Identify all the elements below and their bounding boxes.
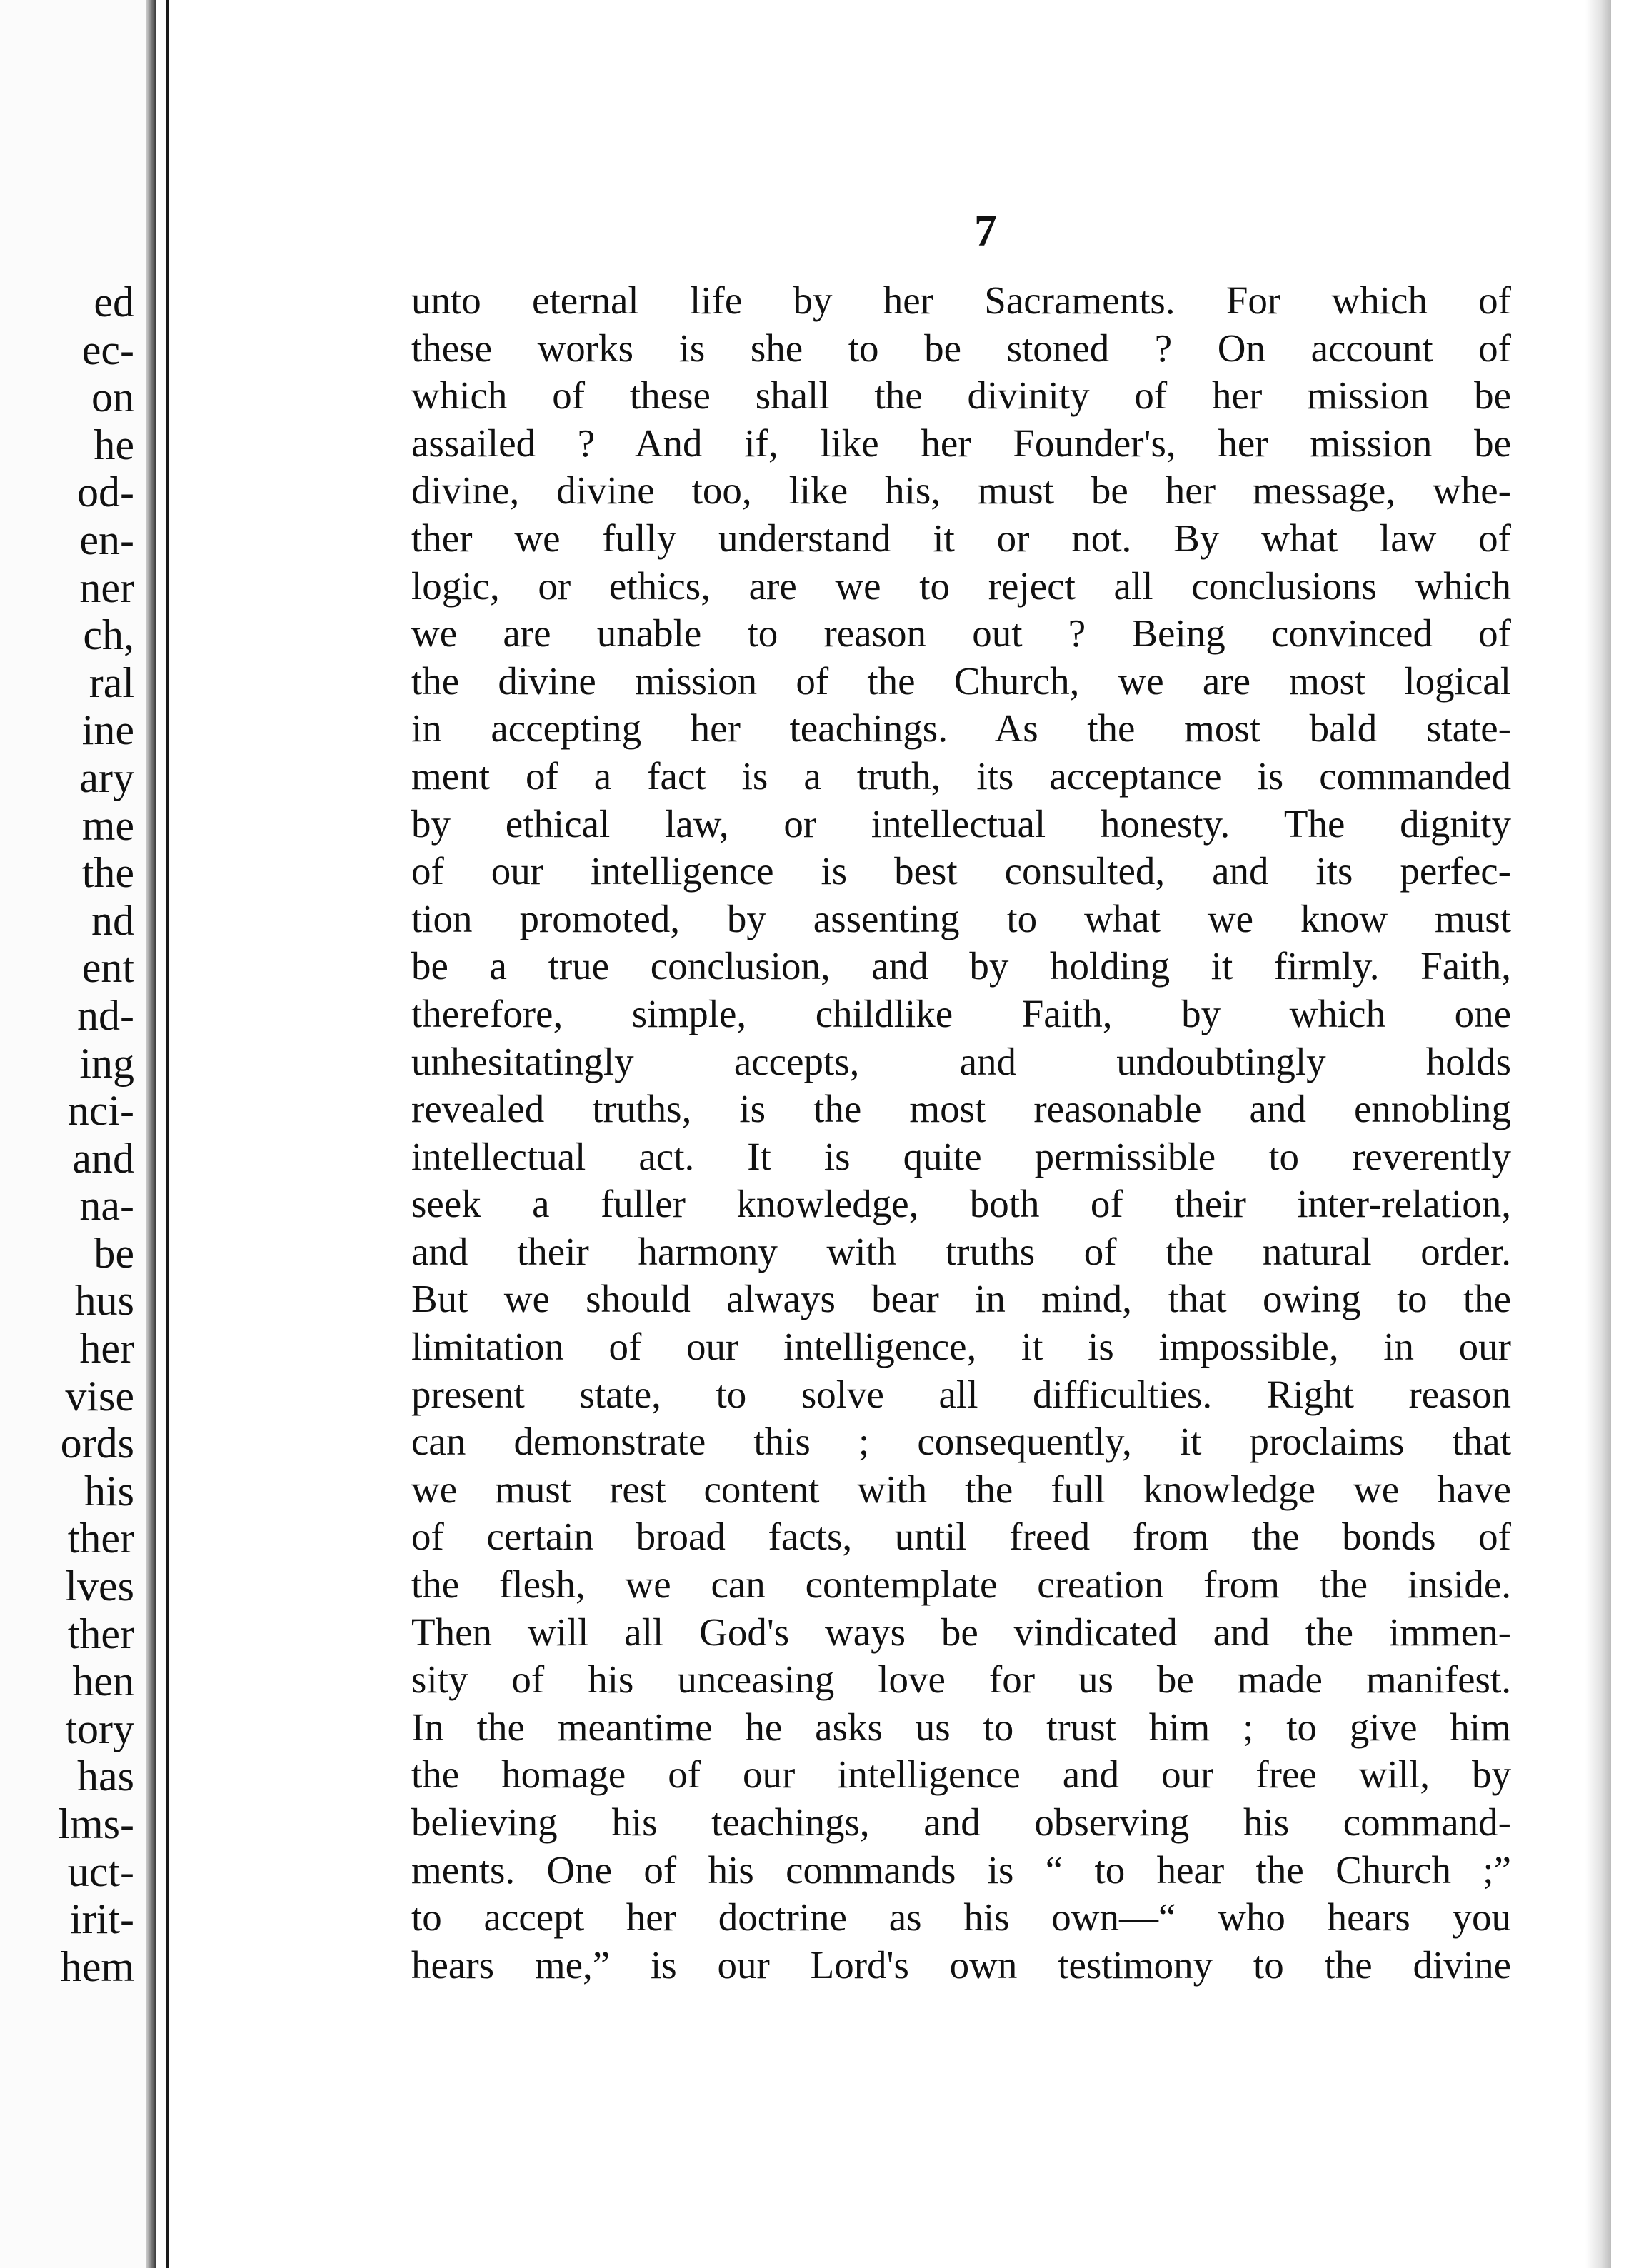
line-fragment: hen: [72, 1657, 134, 1705]
text-line: the divine mission of the Church, we are most logical: [411, 658, 1511, 703]
line-fragment: and: [72, 1134, 134, 1182]
text-line: divine, divine too, like his, must be her message, whe-: [411, 468, 1511, 513]
line-fragment: on: [91, 373, 134, 421]
text-line: to accept her doctrine as his own—“ who hears you: [411, 1895, 1511, 1940]
line-fragment: ther: [67, 1610, 134, 1657]
text-line: intellectual act. It is quite permissible to reverently: [411, 1134, 1511, 1178]
line-fragment: hus: [74, 1277, 134, 1325]
text-line: sity of his unceasing love for us be made manifest.: [411, 1657, 1511, 1702]
line-fragment: ec-: [81, 326, 134, 373]
text-line: we must rest content with the full knowledge we have: [411, 1467, 1511, 1511]
text-line: ment of a fact is a truth, its acceptance is commanded: [411, 753, 1511, 798]
text-line: of certain broad facts, until freed from the bonds of: [411, 1515, 1511, 1559]
line-fragment: ch,: [83, 611, 134, 659]
line-fragment: hem: [60, 1942, 134, 1990]
line-fragment: nd: [91, 896, 134, 944]
text-line: present state, to solve all difficulties. Right reason: [411, 1372, 1511, 1416]
line-fragment: od-: [77, 468, 134, 516]
book-page: [166, 0, 1611, 2268]
page-number: 7: [974, 205, 997, 256]
book-gutter: [146, 0, 156, 2268]
text-line: the flesh, we can contemplate creation from the inside.: [411, 1562, 1511, 1607]
text-line: unto eternal life by her Sacraments. For which of: [411, 279, 1511, 322]
line-fragment: vise: [65, 1372, 134, 1420]
line-fragment: lves: [65, 1562, 134, 1610]
text-line: seek a fuller knowledge, both of their inter-relation,: [411, 1182, 1511, 1226]
text-line: we are unable to reason out ? Being convinced of: [411, 611, 1511, 656]
line-fragment: tory: [65, 1705, 134, 1752]
line-fragment: uct-: [67, 1847, 134, 1895]
text-line: limitation of our intelligence, it is impossible, in our: [411, 1325, 1511, 1369]
line-fragment: ords: [60, 1420, 134, 1467]
previous-page-line-ends: [58, 279, 134, 1990]
text-line: ther we fully understand it or not. By what law of: [411, 516, 1511, 560]
line-fragment: lms-: [58, 1800, 134, 1847]
page-edge-shadow: [1585, 0, 1611, 2268]
text-line: can demonstrate this ; consequently, it proclaims that: [411, 1420, 1511, 1464]
line-fragment: me: [81, 801, 134, 849]
text-line: unhesitatingly accepts, and undoubtingly holds: [411, 1039, 1511, 1083]
line-fragment: his: [84, 1467, 134, 1515]
line-fragment: en-: [79, 516, 134, 563]
text-line: ments. One of his commands is “ to hear the Church ;”: [411, 1847, 1511, 1892]
text-line: tion promoted, by assenting to what we know must: [411, 896, 1511, 940]
text-line: Then will all God's ways be vindicated and the immen-: [411, 1610, 1511, 1654]
line-fragment: ther: [67, 1515, 134, 1562]
text-line: In the meantime he asks us to trust him ; to give him: [411, 1705, 1511, 1749]
text-line: these works is she to be stoned ? On account of: [411, 326, 1511, 370]
line-fragment: ent: [81, 944, 134, 992]
line-fragment: irit-: [70, 1895, 134, 1943]
previous-page-edge: [0, 0, 156, 2268]
line-fragment: ed: [94, 279, 134, 326]
line-fragment: nci-: [67, 1087, 134, 1135]
line-fragment: ral: [89, 658, 134, 706]
body-text: [411, 277, 1511, 1989]
line-fragment: her: [79, 1325, 134, 1373]
line-fragment: he: [94, 421, 134, 468]
line-fragment: na-: [79, 1182, 134, 1230]
text-line: logic, or ethics, are we to reject all conclusions which: [411, 563, 1511, 608]
line-fragment: has: [77, 1752, 134, 1800]
line-fragment: the: [81, 849, 134, 897]
text-line: be a true conclusion, and by holding it firmly. Faith,: [411, 944, 1511, 988]
text-line: hears me,” is our Lord's own testimony to the divine: [411, 1942, 1511, 1987]
text-line: assailed ? And if, like her Founder's, her mission be: [411, 421, 1511, 465]
line-fragment: nd-: [77, 991, 134, 1039]
text-line: of our intelligence is best consulted, and its perfec-: [411, 849, 1511, 893]
line-fragment: ine: [81, 706, 134, 754]
text-line: revealed truths, is the most reasonable and ennobling: [411, 1087, 1511, 1131]
text-line: But we should always bear in mind, that owing to the: [411, 1277, 1511, 1321]
text-line: in accepting her teachings. As the most bald state-: [411, 706, 1511, 751]
text-line: which of these shall the divinity of her mission be: [411, 373, 1511, 418]
line-fragment: be: [94, 1229, 134, 1277]
line-fragment: ner: [79, 563, 134, 611]
text-line: believing his teachings, and observing his command-: [411, 1800, 1511, 1844]
text-line: and their harmony with truths of the natural order.: [411, 1229, 1511, 1273]
text-line: by ethical law, or intellectual honesty. The dignity: [411, 801, 1511, 846]
text-line: therefore, simple, childlike Faith, by which one: [411, 991, 1511, 1035]
line-fragment: ing: [79, 1039, 134, 1087]
text-line: the homage of our intelligence and our free will, by: [411, 1752, 1511, 1797]
line-fragment: ary: [79, 753, 134, 801]
